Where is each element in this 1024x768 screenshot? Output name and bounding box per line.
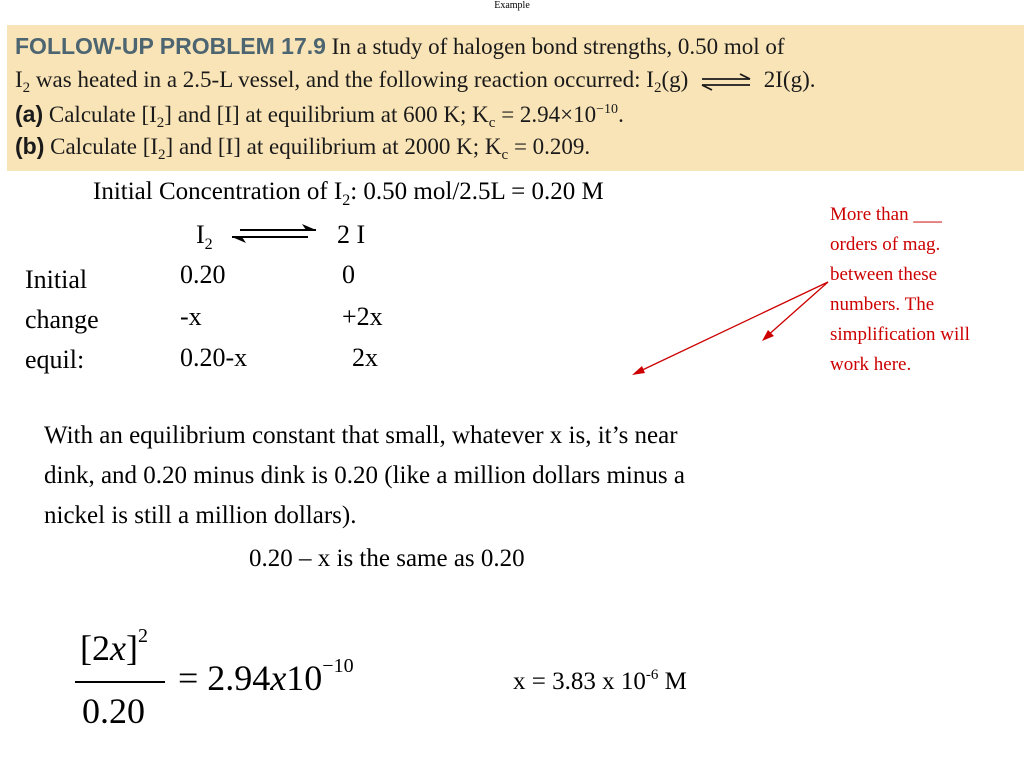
annotation-arrows-icon [620, 275, 840, 385]
equation-equals-value: = 2.94 [178, 658, 271, 698]
reaction-reactant [196, 220, 213, 254]
slide-label: Example [494, 0, 530, 11]
problem-i2-subscript: 2 [22, 80, 31, 96]
equation-base: 10 [286, 658, 323, 698]
part-a-text-1: Calculate [I [48, 102, 157, 127]
reaction-equilibrium-arrows-icon [226, 224, 322, 244]
part-a-label: (a) [15, 101, 44, 127]
ice-label-change: change [25, 305, 99, 334]
numerator-open: [2 [80, 628, 110, 668]
reaction-product: 2 I [337, 220, 366, 249]
part-b-kc-subscript: c [501, 147, 509, 163]
part-a-exponent: −10 [596, 102, 619, 117]
part-b-text-1: Calculate [I [50, 134, 159, 159]
equation-numerator [80, 625, 148, 669]
initial-concentration-subscript: 2 [342, 192, 351, 209]
reactant-symbol: I [196, 220, 205, 249]
part-b-text-2: ] and [I] at equilibrium at 2000 K; K [165, 134, 502, 159]
numerator-exponent: 2 [137, 625, 148, 647]
ice-reactant-initial: 0.20 [180, 260, 226, 289]
part-b-subscript: 2 [158, 147, 166, 163]
part-b-kc-value: = 0.209. [513, 134, 591, 159]
explanation-line-1: With an equilibrium constant that small, whatever x is, it’s near [44, 422, 678, 449]
explanation-line-2: dink, and 0.20 minus dink is 0.20 (like a million dollars minus a [44, 462, 685, 489]
problem-reactant-phase: (g) [661, 67, 689, 92]
initial-concentration-value: : 0.50 mol/2.5L = 0.20 M [350, 178, 604, 205]
solution-unit: M [658, 668, 687, 695]
problem-reactant-subscript: 2 [653, 80, 662, 96]
ice-product-equil: 2x [352, 343, 378, 372]
problem-heading: FOLLOW-UP PROBLEM 17.9 [15, 33, 326, 59]
problem-part-a [15, 101, 624, 132]
problem-i2-symbol: I [15, 67, 23, 92]
fraction-bar [75, 681, 165, 683]
problem-part-b [15, 133, 590, 164]
ice-reactant-equil: 0.20-x [180, 343, 248, 372]
ice-reactant-change: -x [180, 302, 202, 331]
equation-denominator: 0.20 [82, 691, 145, 731]
part-a-text-2: ] and [I] at equilibrium at 600 K; K [164, 102, 489, 127]
solution-exponent: -6 [645, 667, 659, 683]
problem-line-2-text: was heated in a 2.5-L vessel, and the following reaction occurred: I [35, 67, 654, 92]
initial-concentration-text: Initial Concentration of I [93, 178, 343, 205]
equation-right-side [178, 655, 354, 699]
part-a-subscript: 2 [156, 115, 165, 131]
reactant-subscript: 2 [204, 236, 213, 253]
problem-line-1-text: In a study of halogen bond strengths, 0.50 mol of [331, 34, 785, 59]
initial-concentration [93, 178, 604, 210]
annotation-note: More than ___ orders of mag. between these numbers. The simplification will work here. [830, 204, 970, 375]
equation-exponent: −10 [322, 655, 354, 677]
explanation-line-3: nickel is still a million dollars). [44, 502, 357, 529]
ice-label-initial: Initial [25, 265, 88, 294]
problem-box [7, 25, 1024, 171]
problem-line-1 [15, 33, 785, 60]
solution [513, 667, 687, 696]
part-b-label: (b) [15, 133, 45, 159]
part-a-period: . [618, 102, 624, 127]
problem-product: 2I(g). [763, 67, 816, 92]
ice-product-change: +2x [342, 302, 383, 331]
ice-label-equil: equil: [25, 345, 85, 374]
numerator-close: ] [125, 628, 138, 668]
ice-product-initial: 0 [342, 260, 355, 289]
solution-text: x = 3.83 x 10 [513, 668, 646, 695]
equilibrium-arrows-icon [700, 73, 752, 91]
part-a-kc-subscript: c [488, 115, 496, 131]
numerator-variable: x [110, 628, 126, 668]
problem-line-2 [15, 67, 816, 97]
part-a-kc-value: = 2.94×10 [501, 102, 597, 127]
explanation-simplification: 0.20 – x is the same as 0.20 [249, 545, 525, 572]
equation-times-symbol: x [270, 658, 287, 698]
